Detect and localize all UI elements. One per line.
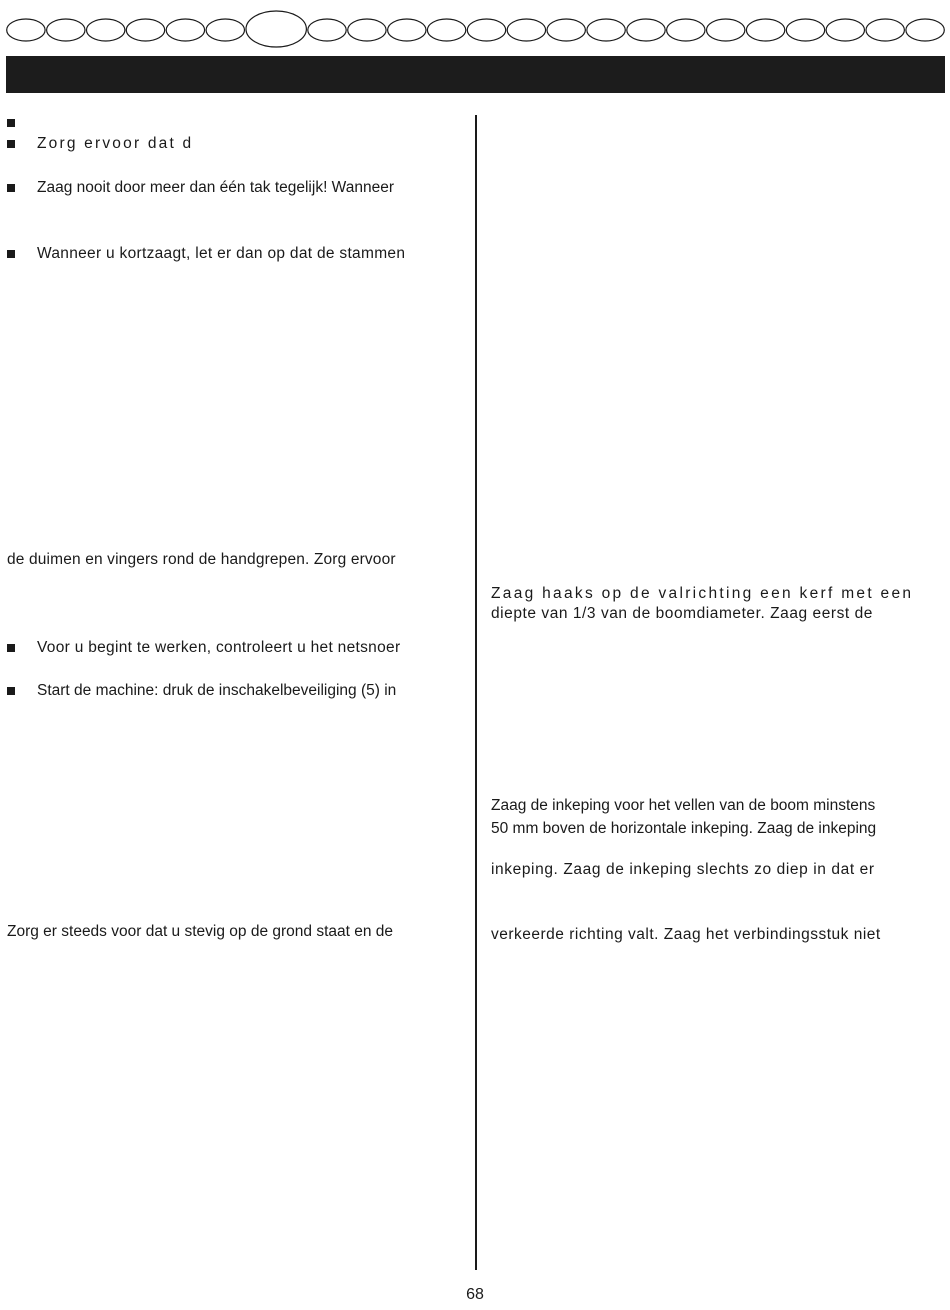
- left-text-line: Zorg ervoor dat d: [37, 135, 194, 152]
- language-tab: [388, 19, 426, 41]
- left-text-line: de duimen en vingers rond de handgrepen. Zorg ervoor: [7, 551, 396, 568]
- right-text-line: 50 mm boven de horizontale inkeping. Zaag de inkeping: [491, 820, 877, 837]
- section-title-bar: [6, 56, 945, 93]
- right-text-line: Zaag haaks op de valrichting een kerf met een: [491, 585, 914, 602]
- language-tab: [627, 19, 665, 41]
- language-tab: [707, 19, 745, 41]
- bullet-icon: [7, 250, 15, 258]
- language-tab: [667, 19, 705, 41]
- language-tab: [746, 19, 784, 41]
- column-divider: [475, 115, 477, 1270]
- left-text-line: Zorg er steeds voor dat u stevig op de grond staat en de: [7, 923, 394, 940]
- page-number: 68: [466, 1286, 484, 1303]
- language-tab: [826, 19, 864, 41]
- language-tab: [866, 19, 904, 41]
- language-tab: [348, 19, 386, 41]
- bullet-icon: [7, 644, 15, 652]
- bullet-icon: [7, 140, 15, 148]
- language-tab: [906, 19, 944, 41]
- language-tab: [47, 19, 85, 41]
- language-tab: [786, 19, 824, 41]
- language-tab: [126, 19, 164, 41]
- left-text-line: Zaag nooit door meer dan één tak tegelijk! Wanneer: [37, 179, 394, 196]
- left-text-line: Wanneer u kortzaagt, let er dan op dat de stammen: [37, 245, 406, 262]
- language-tab: [166, 19, 204, 41]
- language-tab: [206, 19, 244, 41]
- language-tab: [7, 19, 45, 41]
- language-tab: [587, 19, 625, 41]
- right-text-line: verkeerde richting valt. Zaag het verbindingsstuk niet: [491, 926, 881, 943]
- language-tab: [467, 19, 505, 41]
- bullet-icon: [7, 687, 15, 695]
- bullet-icon: [7, 184, 15, 192]
- left-text-line: Start de machine: druk de inschakelbeveiliging (5) in: [37, 682, 397, 699]
- language-tab: [507, 19, 545, 41]
- left-text-line: Voor u begint te werken, controleert u het netsnoer: [37, 639, 401, 656]
- language-tab-selected: [246, 11, 306, 47]
- right-text-line: diepte van 1/3 van de boomdiameter. Zaag eerst de: [491, 605, 873, 622]
- bullet-icon: [7, 119, 15, 127]
- language-tab: [308, 19, 346, 41]
- right-text-line: inkeping. Zaag de inkeping slechts zo diep in dat er: [491, 861, 875, 878]
- language-tab: [87, 19, 125, 41]
- language-tab: [547, 19, 585, 41]
- right-text-line: Zaag de inkeping voor het vellen van de boom minstens: [491, 797, 876, 814]
- language-tab-strip: [0, 0, 950, 50]
- language-tab: [427, 19, 465, 41]
